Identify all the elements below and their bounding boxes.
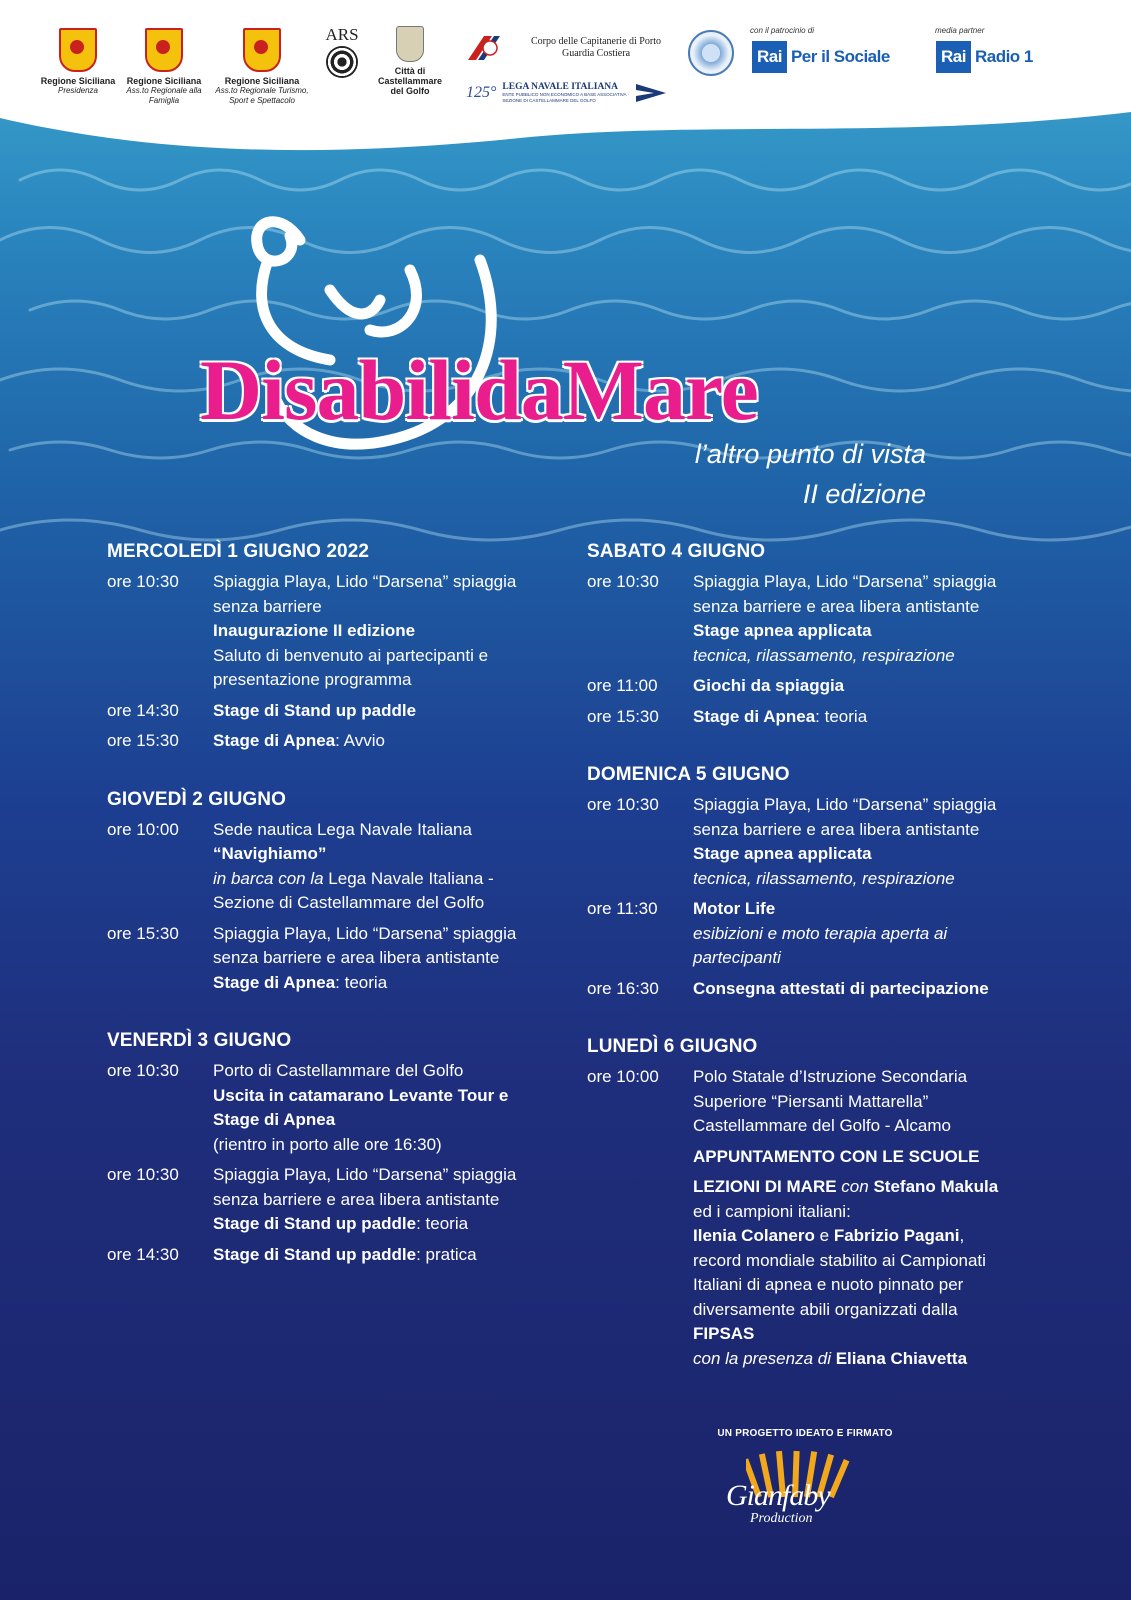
event-desc: Stage di Stand up paddle (213, 700, 417, 720)
pennant-icon (636, 84, 666, 102)
event-desc: Giochi da spiaggia (693, 676, 845, 695)
event-item (107, 1059, 537, 1157)
trinacria-icon (243, 28, 281, 72)
event-item (107, 729, 537, 754)
event-time: ore 11:00 (587, 676, 658, 695)
event-desc: Spiaggia Playa, Lido “Darsena” spiaggia senza barriere Inaugurazione II edizione Saluto di benvenuto ai partecipanti e presentazione programma (213, 572, 517, 689)
day-title: SABATO 4 GIUGNO (587, 541, 766, 562)
crest-icon (396, 26, 424, 62)
event-subtitle: l’altro punto di vista II edizione (694, 439, 926, 509)
schedule-left-column (107, 540, 537, 1301)
event-time: ore 15:30 (107, 923, 179, 943)
day-title: VENERDÌ 3 GIUGNO (107, 1030, 292, 1051)
event-desc: Stage di Apnea: teoria (693, 706, 868, 726)
event-time: ore 14:30 (107, 1244, 179, 1264)
trinacria-icon (145, 28, 183, 72)
logo-capitanerie: Corpo delle Capitanerie di Porto Guardia Costiera (466, 34, 676, 62)
event-time: ore 10:00 (587, 1067, 659, 1086)
day-title: MERCOLEDÌ 1 GIUGNO 2022 (107, 541, 370, 562)
event-item (107, 1243, 537, 1268)
event-desc: Sede nautica Lega Navale Italiana “Navighiamo” in barca con la Lega Navale Italiana - Sezione di Castellammare del Golfo (213, 819, 494, 912)
event-time: ore 10:30 (107, 572, 179, 591)
event-item (587, 793, 1017, 891)
schedule-right-column (587, 540, 1017, 1405)
day-block (587, 1035, 1017, 1371)
logo-lega-navale: 125° LEGA NAVALE ITALIANA ENTE PUBBLICO NON ECONOMICO A BASE ASSOCIATIVA · SEZIONE DI CASTELLAMMARE DEL GOLFO (466, 82, 666, 104)
event-time: ore 11:30 (587, 899, 658, 918)
event-desc: Motor Life esibizioni e moto terapia aperta ai partecipanti (693, 899, 948, 967)
production-credit: UN PROGETTO IDEATO E FIRMATO Gianfaby Production (690, 1428, 920, 1529)
event-item (587, 897, 1017, 971)
day-block (107, 788, 537, 996)
event-item (587, 674, 1017, 699)
day-title: LUNEDÌ 6 GIUGNO (587, 1036, 758, 1057)
event-desc: Porto di Castellammare del Golfo Uscita in catamarano Levante Tour e Stage di Apnea (rientro in porto alle ore 16:30) (213, 1061, 509, 1154)
event-item (107, 699, 537, 724)
day-title: GIOVEDÌ 2 GIUGNO (107, 788, 286, 810)
coast-guard-icon (466, 34, 510, 62)
day-title: DOMENICA 5 GIUGNO (587, 764, 790, 785)
event-desc: Spiaggia Playa, Lido “Darsena” spiaggia senza barriere e area libera antistante Stage di Apnea: teoria (213, 923, 517, 992)
gianfaby-logo: Gianfaby Production (690, 1449, 920, 1529)
logo-rai-radio-1: Rai Radio 1 (936, 40, 1033, 74)
event-item (587, 977, 1017, 1002)
trinacria-icon (59, 28, 97, 72)
event-time: ore 15:30 (107, 731, 179, 750)
logo-ars: ARS (322, 26, 362, 78)
day-block (587, 540, 1017, 729)
logo-regione-presidenza: Regione Siciliana Presidenza (40, 28, 116, 96)
event-time: ore 10:30 (107, 1061, 179, 1080)
event-item (107, 1163, 537, 1237)
event-item (107, 818, 537, 916)
event-time: ore 10:30 (107, 1165, 179, 1184)
event-item (587, 570, 1017, 668)
event-desc: Polo Statale d’Istruzione Secondaria Superiore “Piersanti Mattarella” Castellammare del Golfo - Alcamo APPUNTAMENTO CON LE SCUOLE LEZIONI DI MARE con Stefano Makula ed i campioni italiani: Ilenia Colanero e Fabrizio Pagani, record mondiale stabilito ai Campionati Italiani di apnea e nuoto pinnato per diversamente abili organizzati dalla FIPSAS con la presenza di Eliana Chiavetta (693, 1067, 999, 1368)
event-time: ore 16:30 (587, 978, 659, 998)
logo-citta-castellammare: Città di Castellammare del Golfo (372, 26, 448, 96)
logo-regione-turismo: Regione Siciliana Ass.to Regionale Turismo, Sport e Spettacolo (210, 28, 314, 106)
event-title: DisabilidaMare (200, 342, 758, 438)
day-block (587, 763, 1017, 1001)
logo-regione-famiglia: Regione Siciliana Ass.to Regionale alla Famiglia (124, 28, 204, 106)
logo-rai-per-il-sociale: Rai Per il Sociale (752, 40, 890, 74)
day-block (107, 1029, 537, 1267)
event-desc: Spiaggia Playa, Lido “Darsena” spiaggia senza barriere e area libera antistante Stage di Stand up paddle: teoria (213, 1165, 517, 1233)
event-time: ore 14:30 (107, 700, 179, 720)
event-item (107, 570, 537, 693)
event-time: ore 10:00 (107, 819, 179, 839)
event-time: ore 15:30 (587, 706, 659, 726)
event-desc: Spiaggia Playa, Lido “Darsena” spiaggia senza barriere e area libera antistante Stage apnea applicata tecnica, rilassamento, respirazione (693, 572, 997, 665)
event-desc: Consegna attestati di partecipazione (693, 978, 989, 998)
event-time: ore 10:30 (587, 572, 659, 591)
event-desc: Spiaggia Playa, Lido “Darsena” spiaggia senza barriere e area libera antistante Stage apnea applicata tecnica, rilassamento, respirazione (693, 795, 997, 888)
spiral-icon (326, 46, 358, 78)
event-time: ore 10:30 (587, 795, 659, 814)
sponsor-header: Regione Siciliana Presidenza Regione Siciliana Ass.to Regionale alla Famiglia Regione Siciliana Ass.to Regionale Turismo, Sport e Spettacolo ARS Città di Castellammare del Golfo Corpo delle Capitanerie di Porto Guardia Costiera 125° LEGA NAVALE ITALIANA ENTE PUBBLICO NON ECONOMICO A BASE ASSOCIATIVA · SEZIONE DI CASTELLAMMARE DEL GOLFO con il patrocinio di Rai Per il Sociale media partner Rai Radio 1 (0, 0, 1131, 150)
event-item (587, 705, 1017, 730)
event-item (107, 922, 537, 996)
event-desc: Stage di Apnea: Avvio (213, 731, 385, 750)
day-block (107, 540, 537, 754)
event-item (587, 1065, 1017, 1371)
event-desc: Stage di Stand up paddle: pratica (213, 1244, 477, 1264)
emblem-badge-icon (688, 30, 734, 76)
